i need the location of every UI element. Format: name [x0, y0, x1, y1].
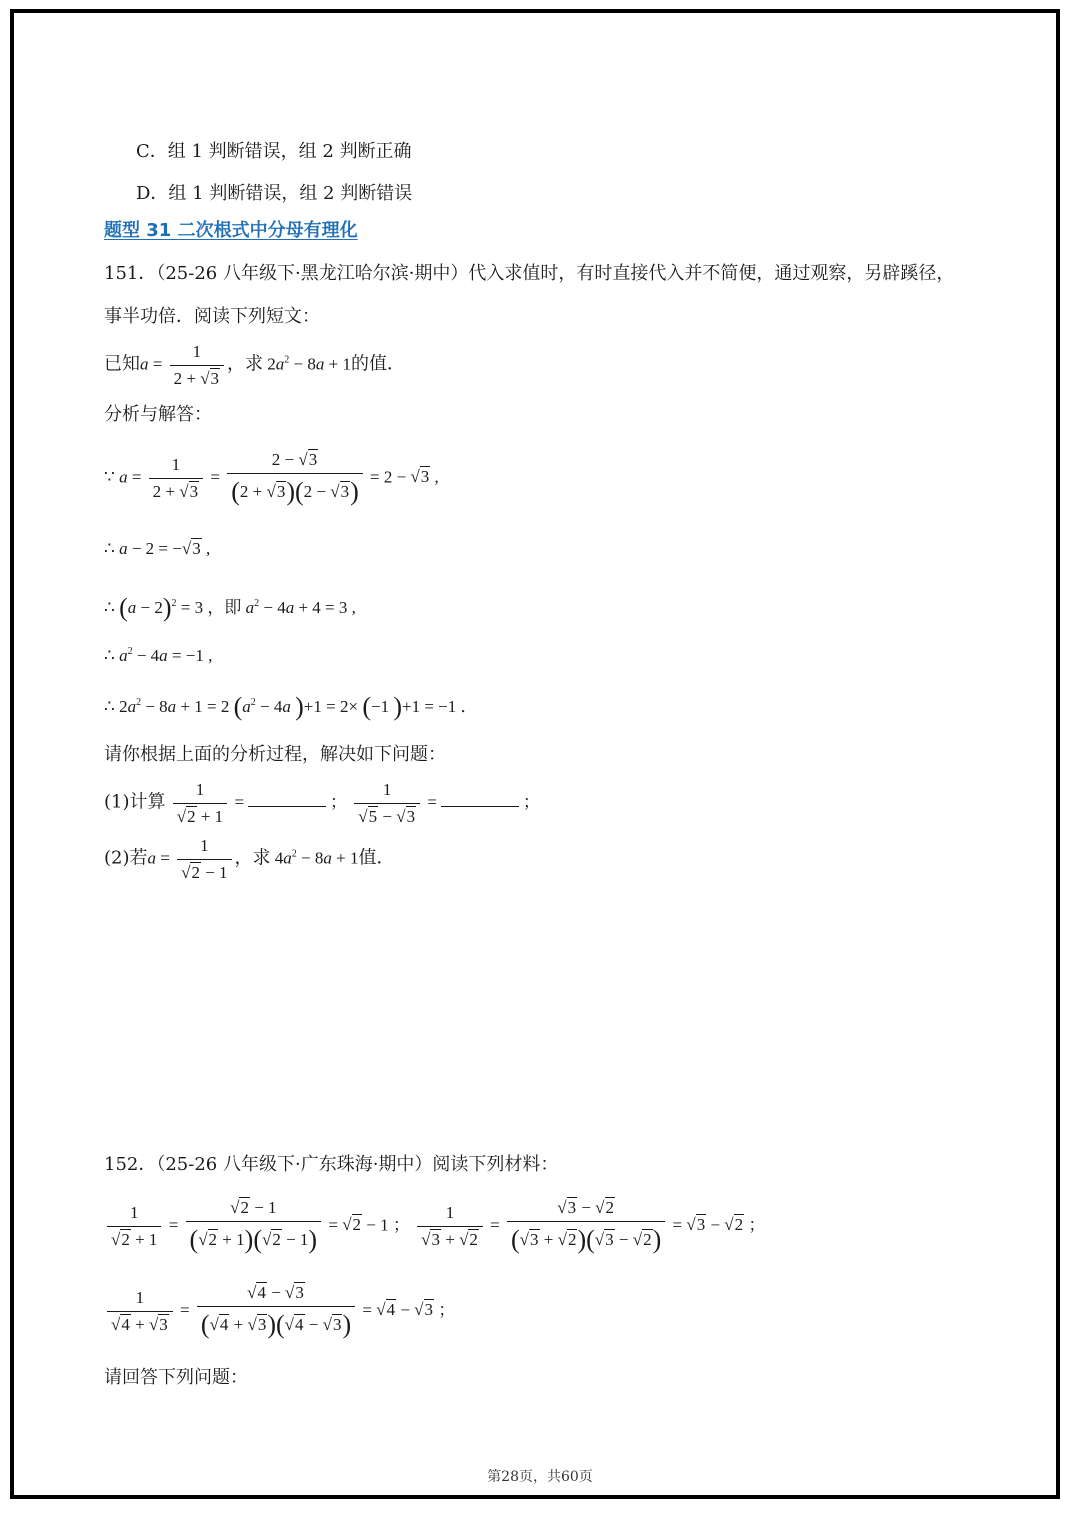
q151-stem-line1: 151．（25-26 八年级下·黑龙江哈尔滨·期中）代入求值时，有时直接代入并不简便，通过观察，另辟蹊径， — [104, 263, 955, 284]
q152-material-2: 1 √ 4 + √ 3 = √ $\frac{4 - √ 3}{(√ 4 + √ 3)(√ 4 - √ 3)}$ = √ 4 − √ 3 ； — [104, 1283, 455, 1340]
q152-stem: 152．（25-26 八年级下·广东珠海·期中）阅读下列材料： — [104, 1154, 559, 1175]
part1-label: (1)计算 — [104, 791, 166, 813]
q151-prompt: 请你根据上面的分析过程，解决如下问题： — [104, 744, 446, 765]
analysis-label: 分析与解答： — [104, 404, 212, 425]
q151-stem-line2: 事半功倍．阅读下列短文： — [104, 306, 320, 327]
given-suffix: ，求 — [227, 353, 264, 375]
part2-suffix: ，求 — [234, 847, 271, 869]
analysis-step4: ∴ $a^2 - 4a = -1$ , — [104, 646, 213, 665]
option-d: D．组 1 判断错误，组 2 判断错误 — [136, 183, 413, 204]
section-title[interactable]: 题型 31 二次根式中分母有理化 — [104, 220, 358, 241]
q151-given: 已知a = $\frac{1}{2 + √ 3}$ ，求 $2a^2 - 8a + 1$的值． — [104, 342, 405, 389]
q152-material-1: 1 √ 2 + 1 = √ $\frac{2 - 1}{(√ 2 + 1)(√ 2 - 1)}$ = √ 2 − 1 ； 1 √ 3 + √ 2 = √ $\frac{3 - √ 2}{(√ 3 + √ 2)(√ 3 - √ 2)}$ = √ 3 − √ 2 ； — [104, 1198, 765, 1255]
answer-blank-1[interactable] — [248, 806, 326, 807]
analysis-step3: ∴ $(a - 2)^2 = 3$ ，即 $a^2 - 4a + 4 = 3$ , — [104, 593, 356, 622]
q151-part1: (1)计算 1 √ 2 + 1 = ； 1 √ 5 − √ 3 = ； — [104, 780, 540, 827]
given-prefix: 已知 — [104, 353, 140, 375]
page-footer: 第28页，共60页 — [487, 1469, 593, 1485]
answer-blank-2[interactable] — [441, 806, 519, 807]
analysis-step1: ∵ a = $\frac{1}{2 + √ 3}$ = $\frac{2 - √ 3}{(2 + √ 3)(2 - √ 3)}$ = 2 − √ 3 , — [104, 450, 439, 507]
q151-part2: (2)若a = 1 √ 2 − 1 ，求 $4a^2 - 8a + 1$值． — [104, 836, 394, 883]
option-c: C．组 1 判断错误，组 2 判断正确 — [136, 141, 412, 162]
q152-prompt: 请回答下列问题： — [104, 1367, 248, 1388]
analysis-step5: ∴ $2a^2 - 8a + 1 = 2$ ($a^2 - 4a$ )+1 = 2× (−1 )+1 = −1 ． — [104, 692, 478, 721]
given-end: 的值． — [350, 353, 405, 375]
analysis-step2: ∴ a − 2 = −√ 3 , — [104, 539, 210, 559]
part2-end: 值． — [358, 847, 395, 869]
part2-label: (2)若 — [104, 847, 148, 869]
